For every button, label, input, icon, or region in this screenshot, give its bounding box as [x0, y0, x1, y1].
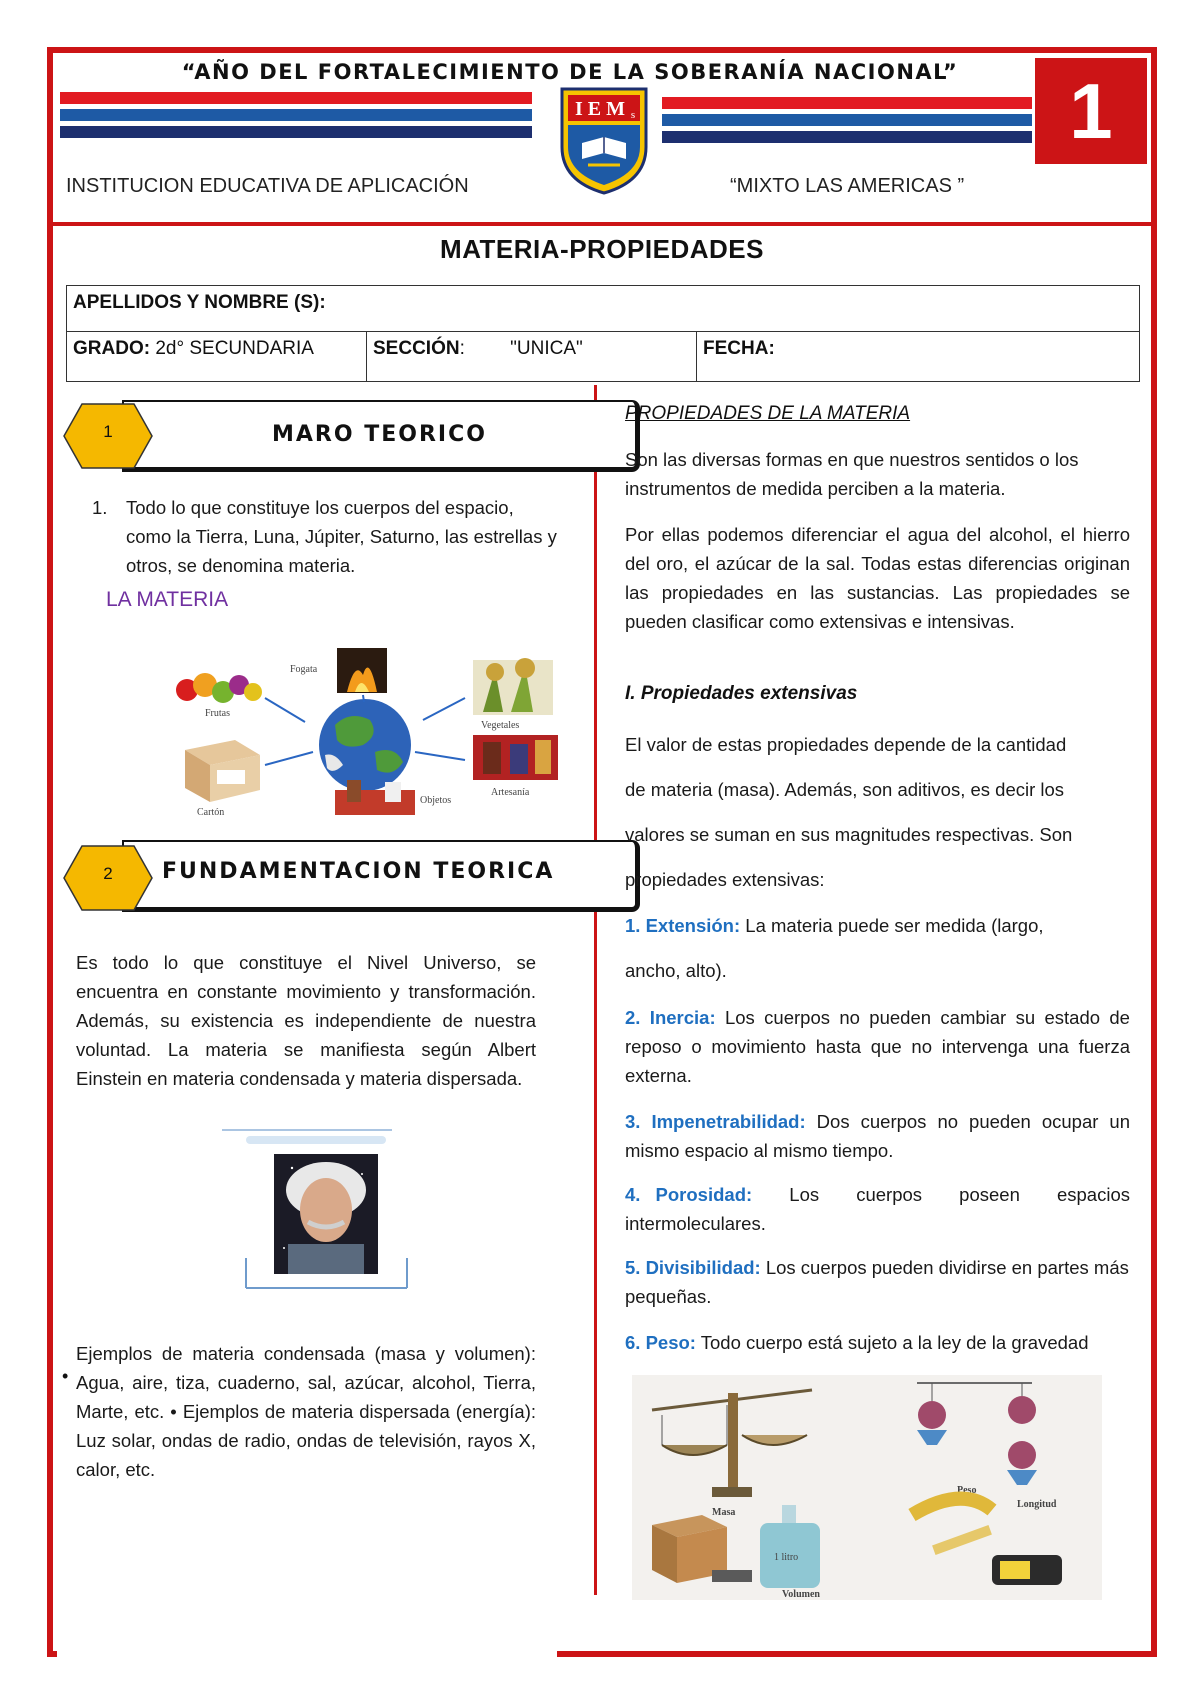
- section-1-title: MARO TEORICO: [272, 422, 487, 447]
- header-separator: [53, 222, 1151, 226]
- property-extension-text: La materia puede ser medida (largo,: [740, 915, 1044, 936]
- label-peso: Peso: [957, 1485, 977, 1496]
- section-label: SECCIÓN: [373, 338, 460, 359]
- item-1-text: Todo lo que constituye los cuerpos del espacio, como la Tierra, Luna, Júpiter, Saturno, las estrellas y otros, se denomina materia.: [126, 497, 557, 576]
- property-porosidad-text: Los cuerpos poseen espacios intermoleculares.: [625, 1184, 1130, 1234]
- section-banner-1: [62, 400, 582, 476]
- section-field[interactable]: [367, 332, 697, 382]
- property-divisibilidad: [625, 1253, 1140, 1311]
- materia-diagram-image: [165, 640, 565, 815]
- property-impenetrabilidad-text: Dos cuerpos no pueden ocupar un mismo espacio al mismo tiempo.: [625, 1111, 1130, 1161]
- school-logo: [558, 85, 650, 195]
- property-inercia: [625, 1003, 1130, 1090]
- property-peso-label: 6. Peso:: [625, 1332, 696, 1353]
- label-volumen: Volumen: [782, 1589, 820, 1600]
- column-divider: [594, 385, 597, 1595]
- label-litro: 1 litro: [774, 1552, 799, 1563]
- label-objetos: Objetos: [420, 795, 452, 806]
- extensive-title: I. Propiedades extensivas: [625, 683, 858, 704]
- label-artesania: Artesanía: [491, 787, 530, 798]
- institution-right: “MIXTO LAS AMERICAS ”: [730, 175, 965, 197]
- year-title: “AÑO DEL FORTALECIMIENTO DE LA SOBERANÍA NACIONAL”: [181, 60, 959, 84]
- extensive-line-4: propiedades extensivas:: [625, 869, 825, 890]
- header-stripes-right: [662, 97, 1032, 148]
- property-porosidad-label: 4. Porosidad:: [625, 1184, 753, 1205]
- label-fogata: Fogata: [290, 664, 318, 675]
- date-field[interactable]: [697, 332, 1140, 382]
- label-carton: Cartón: [197, 807, 225, 815]
- logo-sub: s: [630, 109, 636, 121]
- property-peso: [625, 1328, 1145, 1357]
- property-peso-text: Todo cuerpo está sujeto a la ley de la gravedad: [695, 1332, 1089, 1353]
- frame-right: [1151, 47, 1157, 1657]
- section-1-number: 1: [103, 422, 113, 441]
- section-2-title: FUNDAMENTACION TEORICA: [162, 859, 555, 884]
- header-stripes-left: [60, 92, 532, 143]
- materia-heading: LA MATERIA: [106, 588, 229, 611]
- property-inercia-label: 2. Inercia:: [625, 1007, 716, 1028]
- property-impenetrabilidad: [625, 1107, 1130, 1165]
- grade-label: GRADO:: [73, 338, 151, 359]
- frame-top: [47, 47, 1157, 53]
- name-field[interactable]: [67, 286, 1140, 332]
- section-banner-2: [62, 840, 582, 916]
- properties-intro: Son las diversas formas en que nuestros sentidos o los instrumentos de medida perciben a la materia.: [625, 449, 1079, 499]
- measurement-tools-image: [632, 1375, 1102, 1600]
- fundamentacion-text: Es todo lo que constituye el Nivel Universo, se encuentra en constante movimiento y transformación. Además, su existencia es independiente de nuestra voluntad. La materia se manifiesta según Albert Einstein en materia condensada y materia dispersada.: [76, 952, 536, 1089]
- frame-bottom: [47, 1651, 57, 1657]
- property-impenetrabilidad-label: 3. Impenetrabilidad:: [625, 1111, 806, 1132]
- date-label: FECHA:: [703, 338, 775, 359]
- frame-left: [47, 47, 53, 1657]
- property-porosidad: [625, 1180, 1130, 1238]
- property-divisibilidad-text: Los cuerpos pueden dividirse en partes más pequeñas.: [625, 1257, 1129, 1307]
- examples-text: Ejemplos de materia condensada (masa y volumen): Agua, aire, tiza, cuaderno, sal, azúcar, alcohol, Tierra, Marte, etc. • Ejemplos de materia dispersada (energía): Luz solar, ondas de radio, ondas de televisión, rayos X, calor, etc.: [76, 1343, 536, 1480]
- properties-paragraph: Por ellas podemos diferenciar el agua del alcohol, el hierro del oro, el azúcar de la sal. Todas estas diferencias originan las propiedades en las sustancias. Las propiedades se pueden clasificar como extensivas e intensivas.: [625, 524, 1130, 632]
- name-label: APELLIDOS Y NOMBRE (S):: [73, 292, 326, 313]
- properties-title: PROPIEDADES DE LA MATERIA: [625, 403, 911, 424]
- property-divisibilidad-label: 5. Divisibilidad:: [625, 1257, 761, 1278]
- property-extension: [625, 911, 1140, 940]
- section-2-number: 2: [103, 864, 113, 883]
- institution-left: INSTITUCION EDUCATIVA DE APLICACIÓN: [66, 175, 469, 197]
- frame-bottom: [557, 1651, 1157, 1657]
- logo-text: I E M: [575, 98, 625, 120]
- property-inercia-text: Los cuerpos no pueden cambiar su estado de reposo o movimiento hasta que no intervenga una fuerza externa.: [625, 1007, 1130, 1086]
- label-vegetales: Vegetales: [481, 720, 520, 731]
- section-colon: :: [459, 338, 465, 359]
- label-frutas: Frutas: [205, 708, 230, 719]
- grade-field[interactable]: [67, 332, 367, 382]
- property-extension-label: 1. Extensión:: [625, 915, 741, 936]
- extensive-line-1: El valor de estas propiedades depende de la cantidad: [625, 734, 1067, 755]
- section-value: "UNICA": [510, 338, 583, 359]
- property-extension-cont: ancho, alto).: [625, 960, 727, 981]
- extensive-line-2: de materia (masa). Además, son aditivos, es decir los: [625, 779, 1065, 800]
- label-masa: Masa: [712, 1507, 736, 1518]
- label-longitud: Longitud: [1017, 1499, 1057, 1510]
- bullet: •: [62, 1366, 69, 1386]
- page-title: MATERIA-PROPIEDADES: [440, 234, 764, 264]
- student-info-table: [66, 285, 1140, 382]
- grade-value: 2d° SECUNDARIA: [150, 338, 314, 359]
- item-number: 1.: [92, 497, 108, 518]
- extensive-line-3: valores se suman en sus magnitudes respectivas. Son: [625, 824, 1073, 845]
- sheet-number: 1: [1035, 58, 1147, 164]
- einstein-portrait-image: [222, 1128, 412, 1290]
